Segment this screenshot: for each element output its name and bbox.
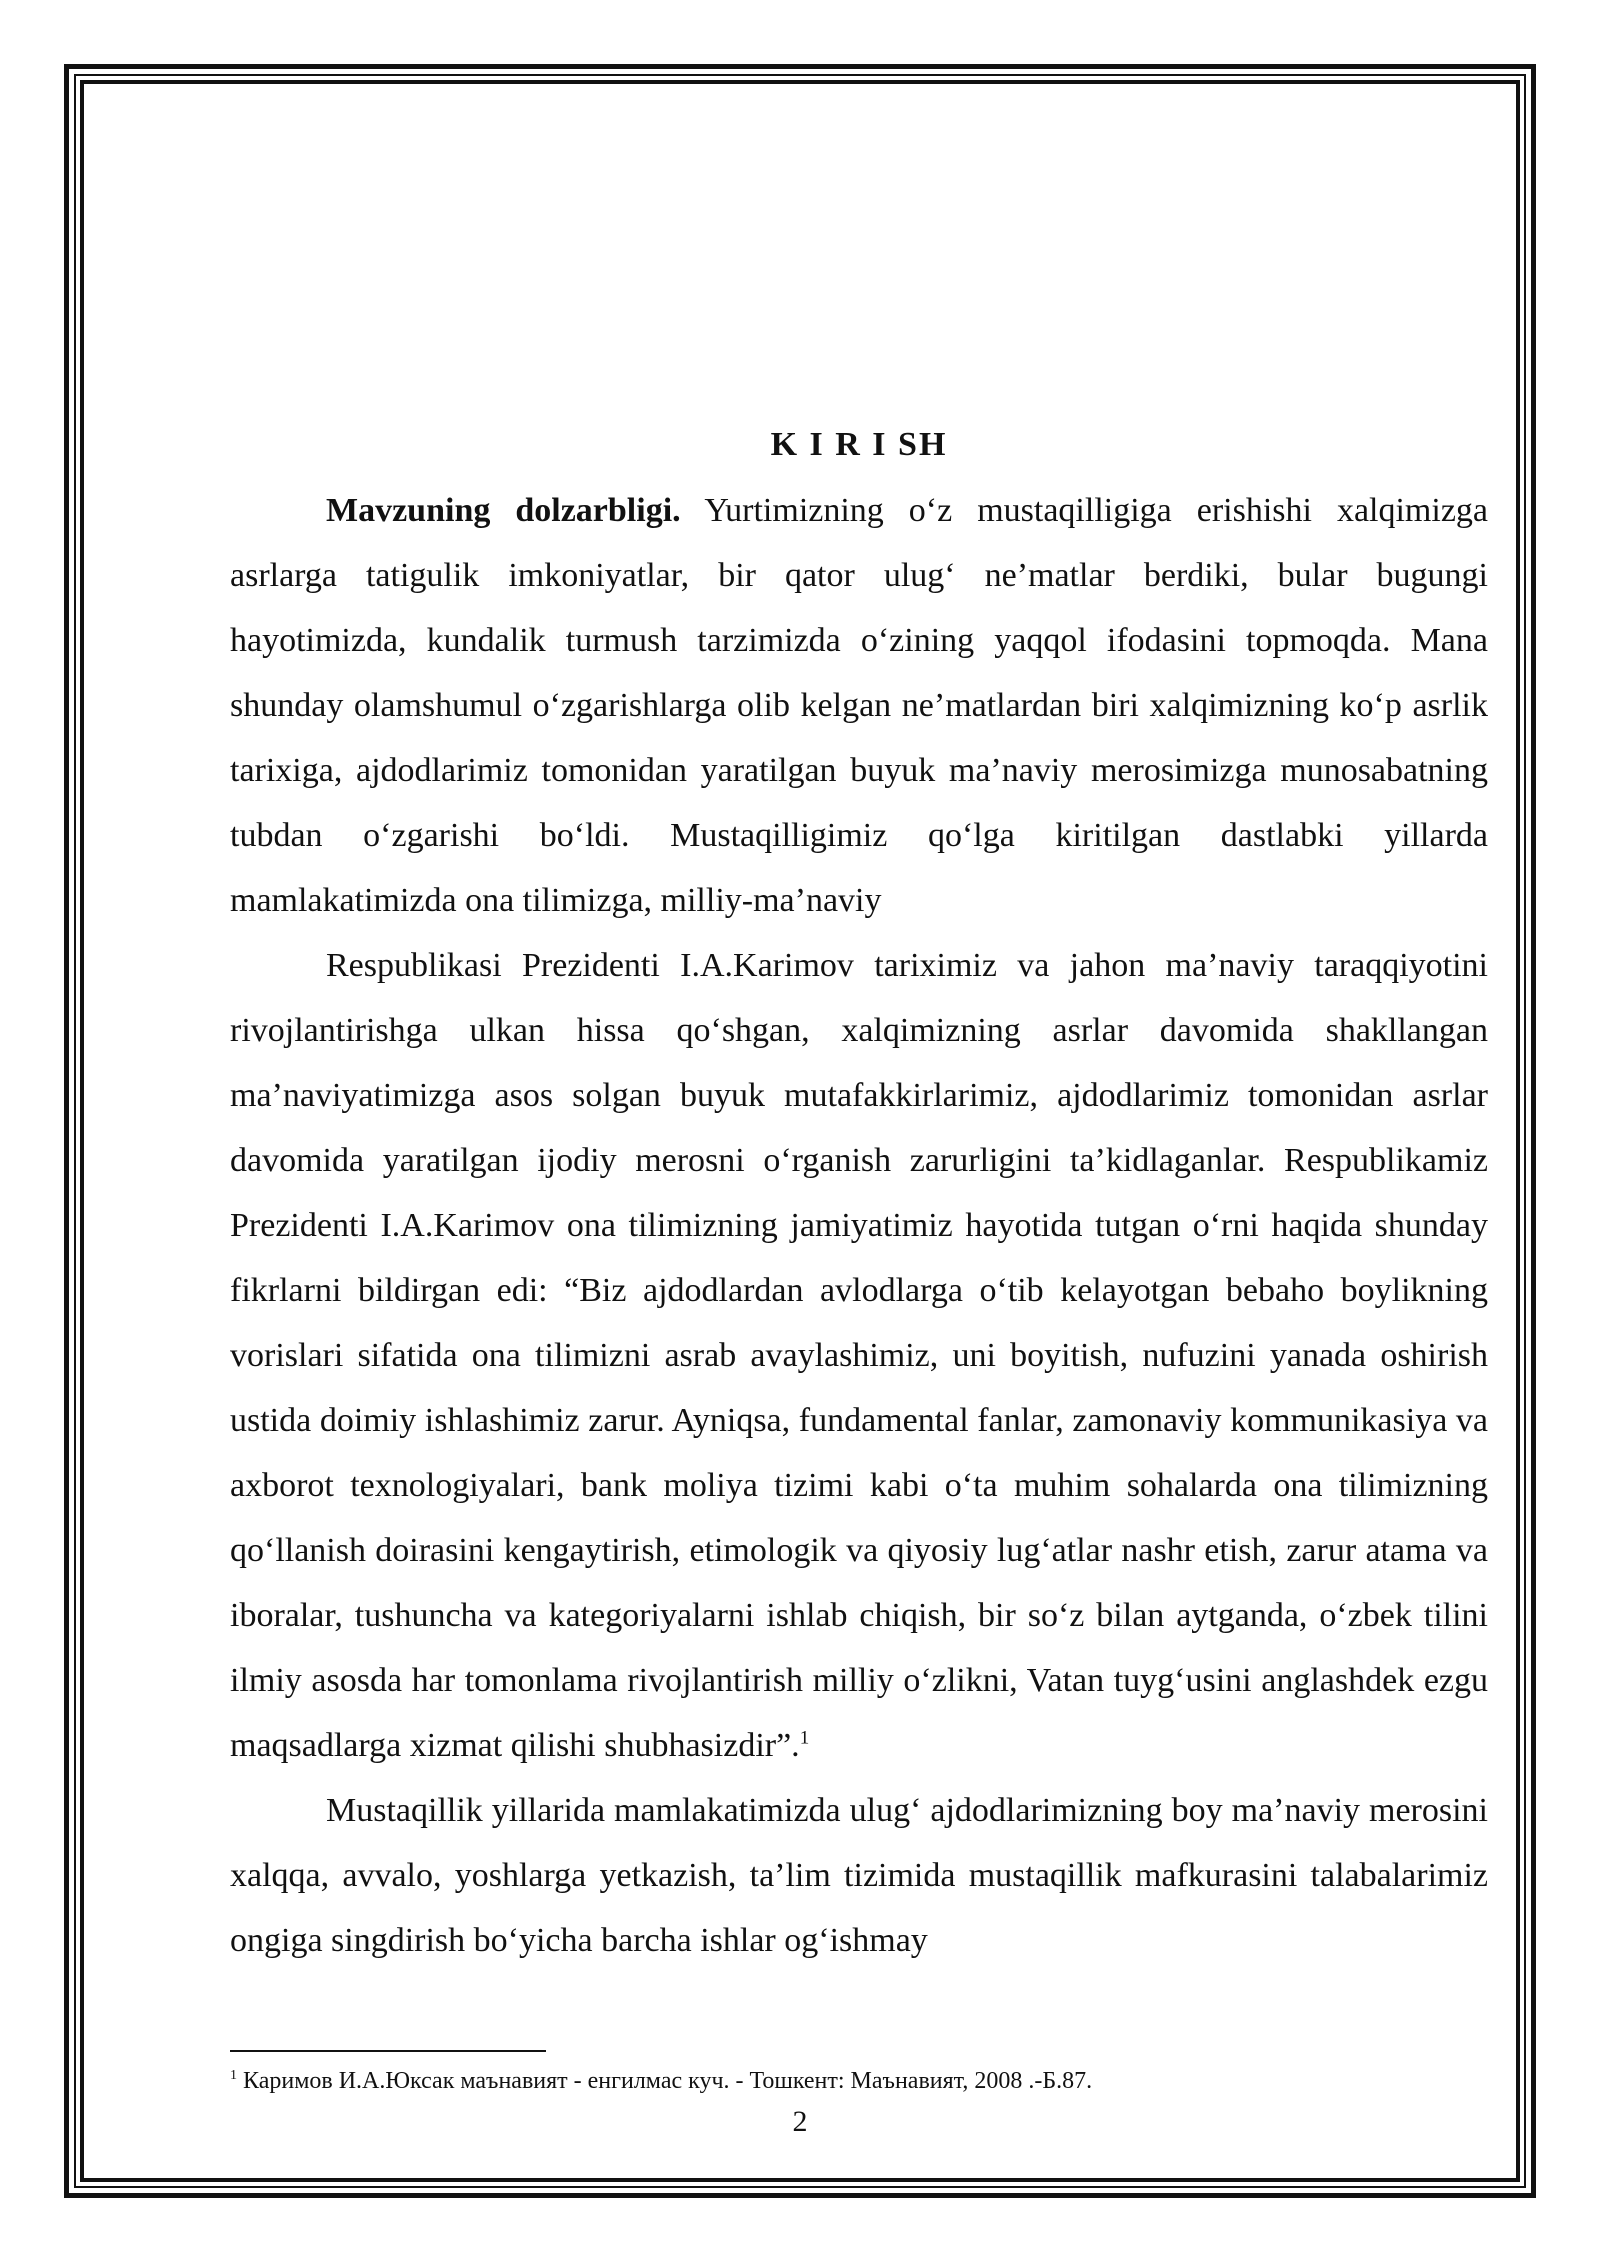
paragraph-2: [230, 933, 1488, 1778]
footnote: [230, 2066, 1488, 2096]
footnote-text: Каримов И.А.Юксак маънавият - енгилмас куч. - Тошкент: Маънавият, 2008 .-Б.87.: [237, 2068, 1093, 2094]
paragraph-2-text: Respublikasi Prezidenti I.A.Karimov tariximiz va jahon ma’naviy taraqqiyotini rivojlantirishga ulkan hissa qo‘shgan, xalqimizning asrlar davomida shakllangan ma’naviyatimizga asos solgan buyuk mutafakkirlarimiz, ajdodlarimiz tomonidan asrlar davomida yaratilgan ijodiy merosni o‘rganish zarurligini ta’kidlaganlar. Respublikamiz Prezidenti I.A.Karimov ona tilimizning jamiyatimiz hayotida tutgan o‘rni haqida shunday fikrlarni bildirgan edi: “Biz ajdodlardan avlodlarga o‘tib kelayotgan bebaho boylikning vorislari sifatida ona tilimizni asrab avaylashimiz, uni boyitish, nufuzini yanada oshirish ustida doimiy ishlashimiz zarur. Ayniqsa, fundamental fanlar, zamonaviy kommunikasiya va axborot texnologiyalari, bank moliya tizimi kabi o‘ta muhim sohalarda ona tilimizning qo‘llanish doirasini kengaytirish, etimologik va qiyosiy lug‘atlar nashr etish, zarur atama va iboralar, tushuncha va kategoriyalarni ishlab chiqish, bir so‘z bilan aytganda, o‘zbek tilini ilmiy asosda har tomonlama rivojlantirish milliy o‘zlikni, Vatan tuyg‘usini anglashdek ezgu maqsadlarga xizmat qilishi shubhasizdir”.: [230, 947, 1488, 1764]
page-number: 2: [792, 2105, 808, 2138]
footnote-reference[interactable]: 1: [799, 1727, 810, 1749]
paragraph-1-lead: Mavzuning dolzarbligi.: [326, 492, 681, 529]
paragraph-1: [230, 478, 1488, 933]
section-heading: K I R I SH: [770, 426, 948, 463]
footnote-marker: 1: [230, 2068, 237, 2083]
paragraph-1-text: Yurtimizning o‘z mustaqilligiga erishishi xalqimizga asrlarga tatigulik imkoniyatlar, bir qator ulug‘ ne’matlar berdiki, bular bugungi hayotimizda, kundalik turmush tarzimizda o‘zining yaqqol ifodasini topmoqda. Mana shunday olamshumul o‘zgarishlarga olib kelgan ne’matlardan biri xalqimizning ko‘p asrlik tarixiga, ajdodlarimiz tomonidan yaratilgan buyuk ma’naviy merosimizga munosabatning tubdan o‘zgarishi bo‘ldi. Mustaqilligimiz qo‘lga kiritilgan dastlabki yillarda mamlakatimizda ona tilimizga, milliy-ma’naviy: [230, 492, 1489, 919]
paragraph-3: [230, 1778, 1488, 1973]
paragraph-3-text: Mustaqillik yillarida mamlakatimizda ulug‘ ajdodlarimizning boy ma’naviy merosini xalqqa, avvalo, yoshlarga yetkazish, ta’lim tizimida mustaqillik mafkurasini talabalarimiz ongiga singdirish bo‘yicha barcha ishlar og‘ishmay: [230, 1792, 1488, 1959]
document-body: [230, 420, 1488, 1973]
footnote-separator: [230, 2050, 546, 2052]
